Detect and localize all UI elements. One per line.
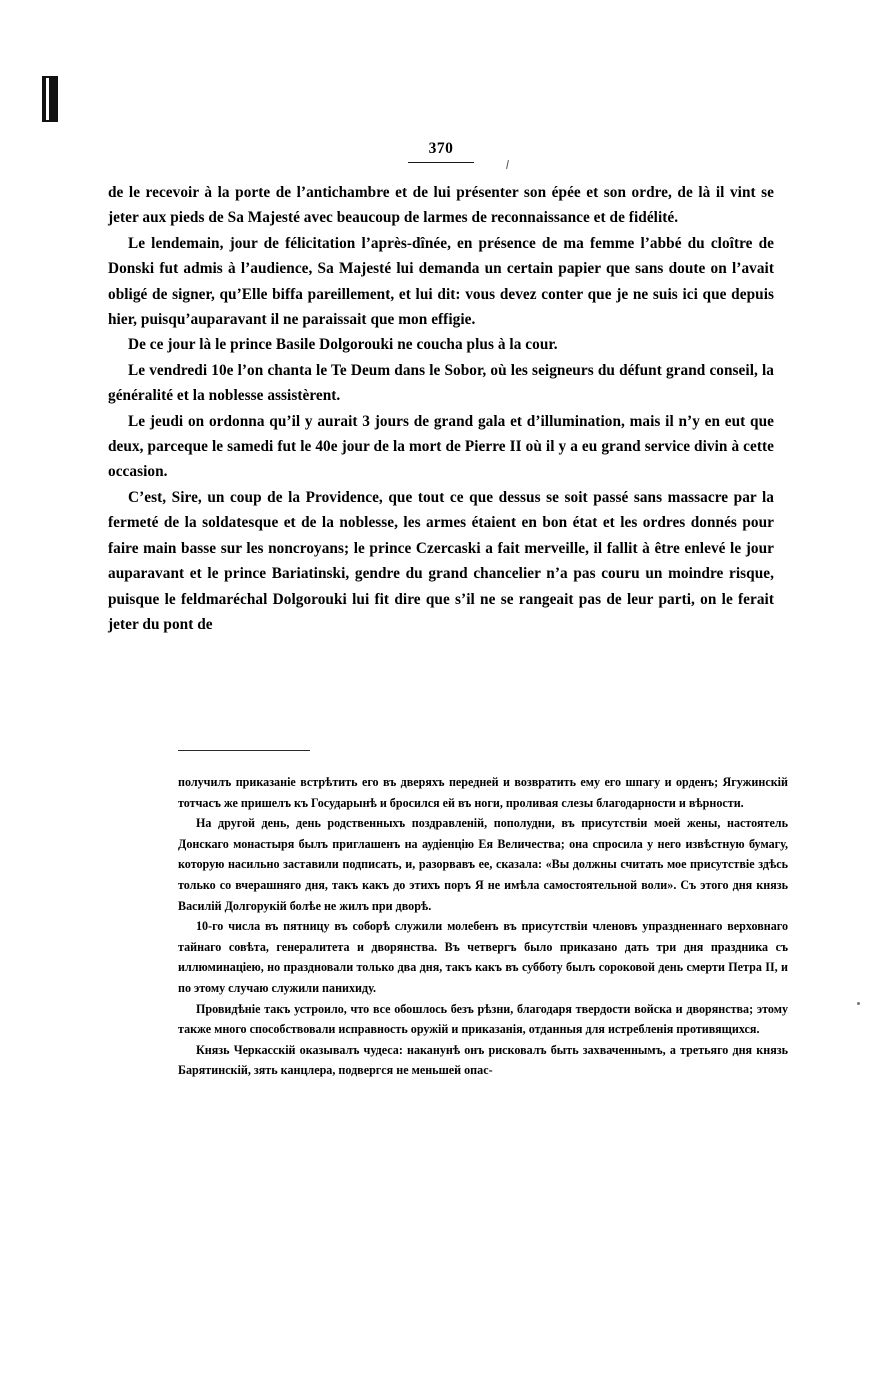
page-speck [857,1002,860,1005]
footnote-paragraph: Князь Черкасскій оказывалъ чудеса: наканунѣ онъ рисковалъ быть захваченнымъ, а третьяго дня князь Барятинскій, зять канцлера, подвергся не меньшей опас- [178,1042,788,1078]
main-text-block [108,180,774,637]
main-paragraph: C’est, Sire, un coup de la Providence, que tout ce que dessus se soit passé sans massacre par la fermeté de la soldatesque et de la noblesse, les armes étaient en bon état et les ordres donnés pour faire main basse sur les noncroyans; le prince Czercaski a fait merveille, il fallit à être enlevé le jour auparavant et le prince Bariatinski, gendre du grand chancelier n’a pas couru un moindre risque, puisque le feldmaréchal Dolgorouki lui fit dire que s’il ne se rangeait pas de leur parti, on le ferait jeter du pont de [108,488,774,633]
main-paragraph: De ce jour là le prince Basile Dolgorouki ne coucha plus à la cour. [128,336,558,354]
header-rule-tick [506,160,509,169]
footnote-paragraph: 10-го числа въ пятницу въ соборѣ служили молебенъ въ присутствіи членовъ упраздненнаго верховнаго тайнаго совѣта, генералитета и дворянства. Въ четвергъ было приказано дать три дня праздника съ иллюминаціею, но праздновали только два дня, такъ какъ въ субботу былъ сороковой день смерти Петра II, и по этому случаю служили панихиду. [178,919,788,995]
footnote-paragraph: получилъ приказаніе встрѣтить его въ дверяхъ передней и возвратить ему его шпагу и орденъ; Ягужинскій тотчасъ же пришелъ къ Государынѣ и бросился ей въ ноги, проливая слезы благодарности и вѣрности. [178,775,788,810]
main-paragraph: Le lendemain, jour de félicitation l’après-dînée, en présence de ma femme l’abbé du cloître de Donski fut admis à l’audience, Sa Majesté lui demanda un certain papier que sans doute on l’avait obligé de signer, qu’Elle biffa pareillement, et lui dit: vous devez conter que je ne suis ici que depuis hier, puisqu’auparavant il ne paraissait que mon effigie. [108,234,774,329]
scan-margin-mark [42,76,58,122]
main-paragraph: Le jeudi on ordonna qu’il y aurait 3 jours de grand gala et d’illumination, mais il n’y en eut que deux, parceque le samedi fut le 40e jour de la mort de Pierre II où il y a eu grand service divin à cette occasion. [108,412,774,481]
header-rule [408,162,474,163]
main-paragraph: de le recevoir à la porte de l’antichambre et de lui présenter son épée et son ordre, de là il vint se jeter aux pieds de Sa Majesté avec beaucoup de larmes de reconnaissance et de fidélité. [108,184,774,227]
page-number-container [0,140,882,158]
footnote-text-block [178,772,788,1081]
main-paragraph: Le vendredi 10e l’on chanta le Te Deum dans le Sobor, où les seigneurs du défunt grand conseil, la généralité et la noblesse assistèrent. [108,361,774,405]
page-number: 370 [428,140,454,157]
footnote-paragraph: Провидѣніе такъ устроило, что все обошлось безъ рѣзни, благодаря твердости войска и дворянства; этому также много способствовали исправность оружій и приказанія, отданныя для истребленія противящихся. [178,1001,788,1037]
footnote-paragraph: На другой день, день родственныхъ поздравленій, пополудни, въ присутствіи моей жены, настоятель Донскаго монастыря былъ приглашенъ на аудіенцію Ея Величества; она спросила у него извѣстную бумагу, которую насильно заставили подписать, и, разорвавъ ее, сказала: «Вы должны считать мое присутствіе здѣсь только со вчерашняго дня, такъ какъ до этихъ поръ Я не имѣла самостоятельной воли». Съ этого дня князь Василій Долгорукій болѣе не жилъ при дворѣ. [178,816,788,913]
footnote-separator [178,750,310,751]
